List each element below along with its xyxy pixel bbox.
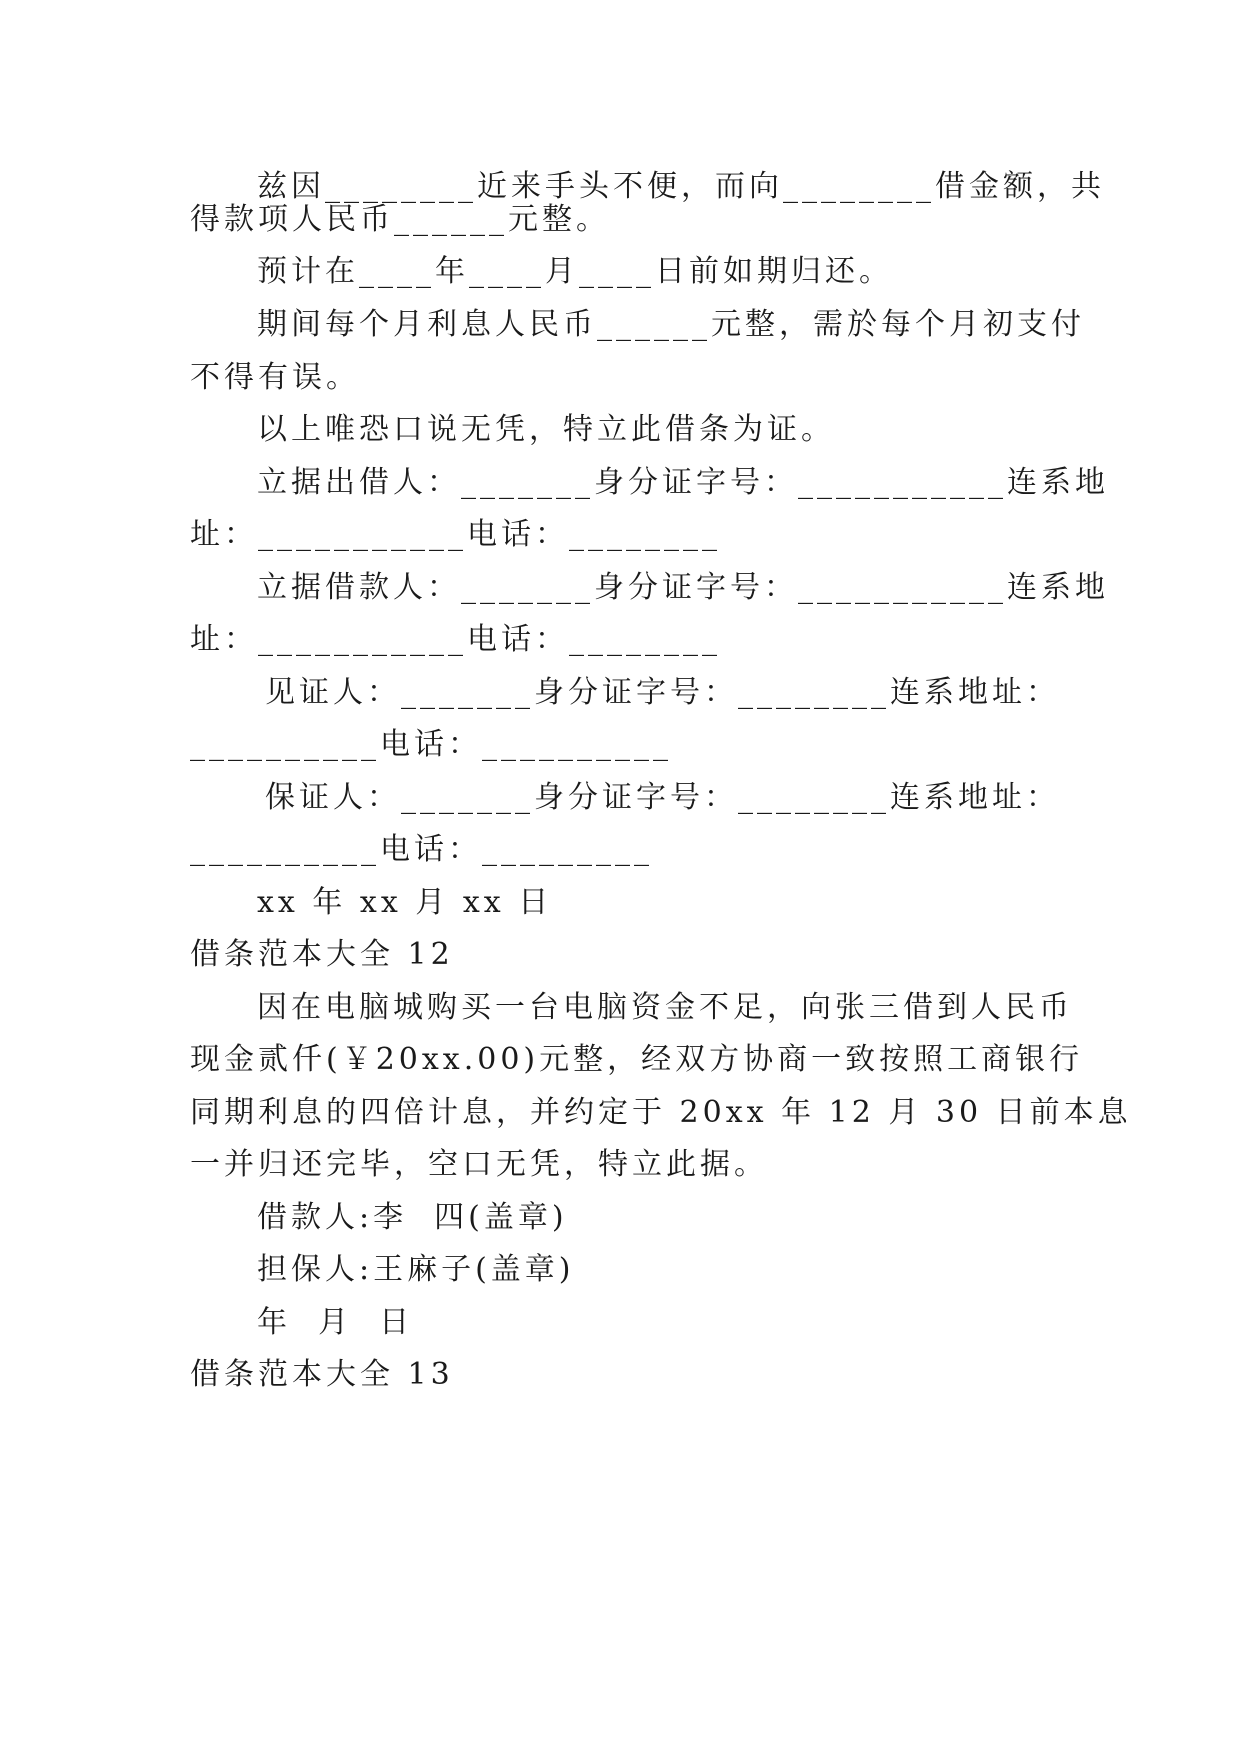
paragraph-line: 同期利息的四倍计息，并约定于 20xx 年 12 月 30 日前本息 bbox=[190, 1095, 1132, 1130]
paragraph-line: 保证人：_______身分证字号：________连系地址： bbox=[265, 780, 1060, 815]
paragraph-line: 现金贰仟(￥20xx.00)元整，经双方协商一致按照工商银行 bbox=[190, 1042, 1084, 1077]
paragraph-line: 因在电脑城购买一台电脑资金不足，向张三借到人民币 bbox=[257, 990, 1073, 1025]
paragraph-line: 立据出借人：_______身分证字号：___________连系地 bbox=[257, 465, 1109, 500]
paragraph-line: 得款项人民币______元整。 bbox=[190, 202, 610, 237]
paragraph-line: 不得有误。 bbox=[190, 360, 360, 395]
paragraph-line: 见证人：_______身分证字号：________连系地址： bbox=[265, 675, 1060, 710]
paragraph-line: 址：___________电话：________ bbox=[190, 517, 721, 552]
signature-line: 担保人:王麻子(盖章) bbox=[257, 1252, 575, 1287]
paragraph-line: 预计在____年____月____日前如期归还。 bbox=[257, 254, 893, 289]
signature-line: 借款人:李 四(盖章) bbox=[257, 1200, 568, 1235]
paragraph-line: 兹因________近来手头不便，而向________借金额，共 bbox=[257, 169, 1105, 204]
date-line: xx 年 xx 月 xx 日 bbox=[257, 885, 553, 920]
paragraph-line: 期间每个月利息人民币______元整，需於每个月初支付 bbox=[257, 307, 1085, 342]
paragraph-line: 立据借款人：_______身分证字号：___________连系地 bbox=[257, 570, 1109, 605]
paragraph-line: 一并归还完毕，空口无凭，特立此据。 bbox=[190, 1147, 768, 1182]
paragraph-line: __________电话：_________ bbox=[190, 832, 653, 867]
section-heading: 借条范本大全 12 bbox=[190, 937, 454, 972]
section-heading: 借条范本大全 13 bbox=[190, 1357, 454, 1392]
paragraph-line: 以上唯恐口说无凭，特立此借条为证。 bbox=[257, 412, 835, 447]
date-line: 年 月 日 bbox=[257, 1305, 414, 1340]
paragraph-line: __________电话：__________ bbox=[190, 727, 672, 762]
paragraph-line: 址：___________电话：________ bbox=[190, 622, 721, 657]
